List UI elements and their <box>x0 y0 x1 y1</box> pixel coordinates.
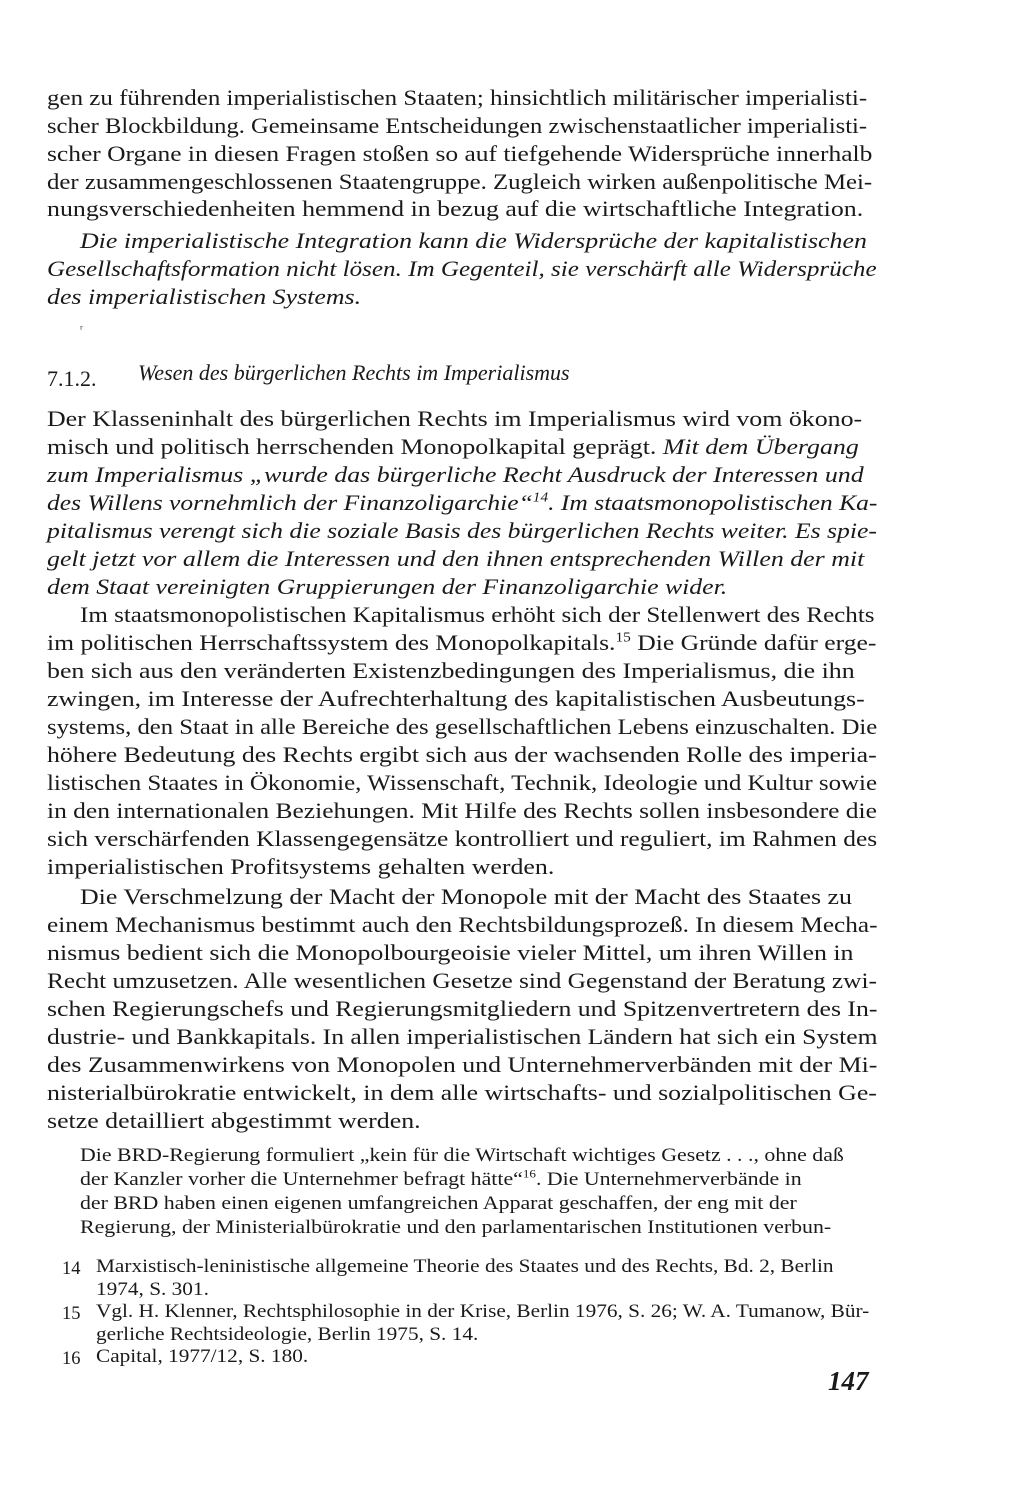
text-line: gelt jetzt vor allem die Interessen und den ihnen entsprechenden Willen der mit <box>47 546 865 571</box>
text-line: Die Verschmelzung der Macht der Monopole mit der Macht des Staates zu <box>80 884 852 909</box>
text-run: der Kanzler vorher die Unternehmer befragt hätte“ <box>80 1169 523 1190</box>
text-line: zwingen, im Interesse der Aufrechterhaltung des kapitalistischen Ausbeutungs- <box>47 686 865 711</box>
text-line: dem Staat vereinigten Gruppierungen der Finanzoligarchie wider. <box>47 574 728 599</box>
text-line <box>47 489 989 517</box>
text-line: Regierung, der Ministerialbürokratie und den parlamentarischen Institutionen verbun- <box>80 1217 832 1238</box>
text-line: ben sich aus den veränderten Existenzbedingungen des Imperialismus, die ihn <box>47 658 855 683</box>
text-run: im politischen Herrschaftssystem des Monopolkapitals. <box>47 630 616 655</box>
stray-mark: ʳ <box>80 322 83 336</box>
text-line: nungsverschiedenheiten hemmend in bezug auf die wirtschaftliche Integration. <box>47 196 864 221</box>
footnote-ref: 16 <box>522 1168 536 1181</box>
footnote-number: 14 <box>62 1259 81 1279</box>
text-line <box>47 629 992 657</box>
text-line: systems, den Staat in alle Bereiche des gesellschaftlichen Lebens einzuschalten. Die <box>47 714 878 739</box>
text-line: imperialistischen Profitsystems gehalten werden. <box>47 854 555 879</box>
text-line: scher Organe in diesen Fragen stoßen so auf tiefgehende Widersprüche innerhalb <box>47 141 873 166</box>
footnote-line: Marxistisch-leninistische allgemeine Theorie des Staates und des Rechts, Bd. 2, Berlin <box>96 1257 834 1277</box>
text-run: . Die Unternehmerverbände in <box>535 1169 802 1190</box>
text-run: misch und politisch herrschenden Monopolkapital geprägt. <box>47 434 657 459</box>
footnote-ref: 15 <box>615 629 631 645</box>
text-line: der BRD haben einen eigenen umfangreichen Apparat geschaffen, der eng mit der <box>80 1193 797 1214</box>
text-line: nisterialbürokratie entwickelt, in dem alle wirtschafts- und sozialpolitischen Ge- <box>47 1080 877 1105</box>
text-line: sich verschärfenden Klassengegensätze kontrolliert und reguliert, im Rahmen des <box>47 826 878 851</box>
text-run: des Willens vornehmlich der Finanzoligarchie“ <box>47 490 533 515</box>
text-line: listischen Staates in Ökonomie, Wissenschaft, Technik, Ideologie und Kultur sowie <box>47 770 878 795</box>
text-line: dustrie- und Bankkapitals. In allen imperialistischen Ländern hat sich ein System <box>47 1024 878 1049</box>
text-line <box>80 1168 997 1192</box>
text-line: setze detailliert abgestimmt werden. <box>47 1108 421 1133</box>
text-line: des imperialistischen Systems. <box>47 284 362 309</box>
footnote-number: 15 <box>62 1304 81 1324</box>
text-line: in den internationalen Beziehungen. Mit Hilfe des Rechts sollen insbesondere die <box>47 798 877 823</box>
page-number: 147 <box>828 1366 869 1396</box>
text-line: zum Imperialismus „wurde das bürgerliche Recht Ausdruck der Interessen und <box>47 462 864 487</box>
text-run: . Im staatsmonopolistischen Ka- <box>548 490 878 515</box>
text-line: Im staatsmonopolistischen Kapitalismus erhöht sich der Stellenwert des Rechts <box>80 602 875 627</box>
text-line: Die BRD-Regierung formuliert „kein für die Wirtschaft wichtiges Gesetz . . ., ohne daß <box>80 1145 844 1166</box>
text-line: scher Blockbildung. Gemeinsame Entscheidungen zwischenstaatlicher imperialisti- <box>47 113 868 138</box>
footnote-line: Vgl. H. Klenner, Rechtsphilosophie in der Krise, Berlin 1976, S. 26; W. A. Tumanow, Bür- <box>96 1302 870 1322</box>
text-run: Die Gründe dafür erge- <box>630 630 877 655</box>
text-line: Recht umzusetzen. Alle wesentlichen Gesetze sind Gegenstand der Beratung zwi- <box>47 968 877 993</box>
footnote-number: 16 <box>62 1349 81 1369</box>
text-line: der zusammengeschlossenen Staatengruppe. Zugleich wirken außenpolitische Mei- <box>47 169 873 194</box>
text-line: einem Mechanismus bestimmt auch den Rechtsbildungsprozeß. In diesem Mecha- <box>47 912 878 937</box>
text-line: schen Regierungschefs und Regierungsmitgliedern und Spitzenvertretern des In- <box>47 996 878 1021</box>
footnote-line: Capital, 1977/12, S. 180. <box>96 1347 309 1367</box>
footnote-line: 1974, S. 301. <box>96 1280 209 1300</box>
text-line: Die imperialistische Integration kann die Widersprüche der kapitalistischen <box>80 228 867 253</box>
text-line: höhere Bedeutung des Rechts ergibt sich aus der wachsenden Rolle des imperia- <box>47 742 877 767</box>
text-line: gen zu führenden imperialistischen Staaten; hinsichtlich militärischer imperialisti- <box>47 85 868 110</box>
footnote-line: gerliche Rechtsideologie, Berlin 1975, S. 14. <box>96 1325 479 1345</box>
section-number: 7.1.2. <box>47 366 97 391</box>
text-line: pitalismus verengt sich die soziale Basis des bürgerlichen Rechts weiter. Es spie- <box>47 518 877 543</box>
text-line: des Zusammenwirkens von Monopolen und Unternehmerverbänden mit der Mi- <box>47 1052 878 1077</box>
section-title: Wesen des bürgerlichen Rechts im Imperialismus <box>138 360 570 385</box>
text-line: nismus bedient sich die Monopolbourgeoisie vieler Mittel, um ihren Willen in <box>47 940 854 965</box>
text-line <box>47 433 1002 461</box>
text-line: Gesellschaftsformation nicht lösen. Im Gegenteil, sie verschärft alle Widersprüche <box>47 256 877 281</box>
text-line: Der Klasseninhalt des bürgerlichen Rechts im Imperialismus wird vom ökono- <box>47 406 863 431</box>
text-run: Mit dem Übergang <box>656 434 859 459</box>
footnote-ref: 14 <box>532 489 549 505</box>
